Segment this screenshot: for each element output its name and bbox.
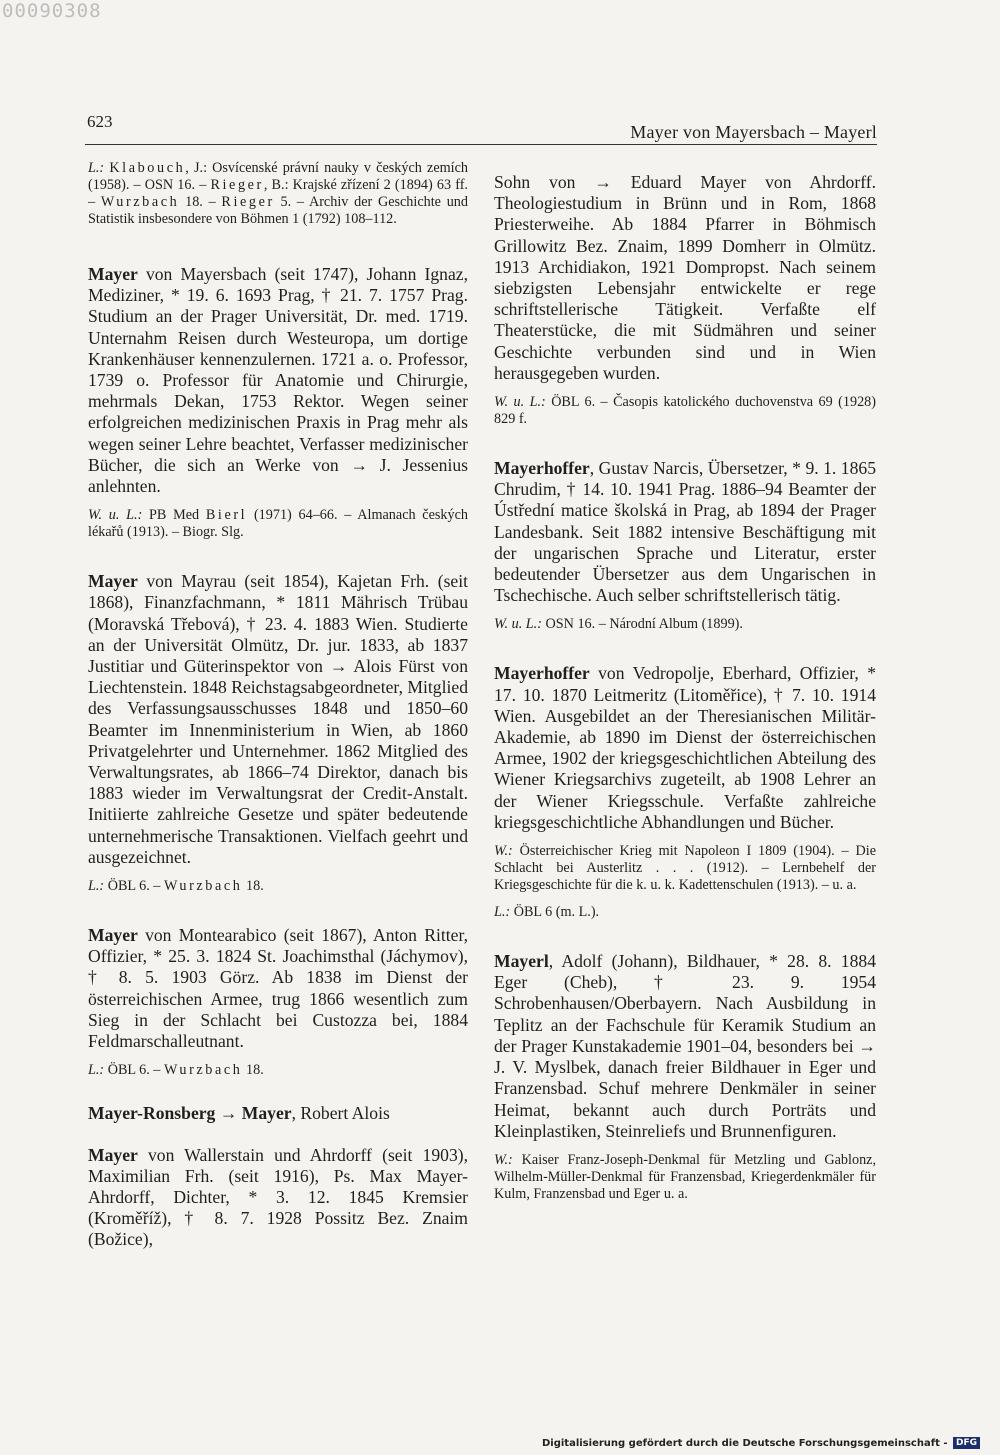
page-header bbox=[85, 108, 877, 145]
funding-footer bbox=[542, 1437, 980, 1449]
entry-text: Mayer von Wallerstain und Ahrdorff (seit 1903), Maximilian Frh. (seit 1916), Ps. Max Mayer-Ahrdorff, Dichter, * 3. 12. 1845 Kremsier (Kroměříž), † 8. 7. 1928 Possitz Bez. Znaim (Božice), bbox=[88, 1144, 468, 1250]
source-note: L.: ÖBL 6. – Wurzbach 18. bbox=[88, 878, 264, 895]
source-note: L.: Klabouch, J.: Osvícenské právní nauky v českých zemích (1958). – OSN 16. – Rieger, B.: Krajské zřízení 2 (1894) 63 ff. – Wurzbach 18. – Rieger 5. – Archiv der Geschichte und Statistik insbesondere von Böhmen 1 (1792) 108–112. bbox=[88, 160, 468, 227]
entry-mayerhoffer-gustav bbox=[494, 458, 876, 633]
entry-text: Mayer von Mayrau (seit 1854), Kajetan Frh. (seit 1868), Finanzfachmann, * 1811 Mährisch Trübau (Moravská Třebová), † 23. 4. 1883 Wien. Studierte an der Universität Olmütz, Dr. jur. 1833, ab 1837 Justitiar und Güterinspektor von → Alois Fürst von Liechtenstein. 1848 Reichstagsabgeordneter, Mitglied des Verfassungsausschusses 1848 und 1850–60 Beamter im Innenministerium in Wien, ab 1860 Privatgelehrter und Unternehmer. 1862 Mitglied des Verwaltungsrates, ab 1866–74 Direktor, danach bis 1883 wieder im Verwaltungsrat der Credit-Anstalt. Initiierte zahlreiche Gesetze und später bedeutende unternehmerische Transaktionen. Vielfach geehrt und ausgezeichnet. bbox=[88, 571, 468, 867]
footer-text: Digitalisierung gefördert durch die Deutsche Forschungsgemeinschaft - bbox=[541, 1438, 948, 1449]
source-note: L.: ÖBL 6. – Wurzbach 18. bbox=[88, 1062, 264, 1079]
works-note: W.: Kaiser Franz-Joseph-Denkmal für Metzling und Gablonz, Wilhelm-Müller-Denkmal für Franzensbad, Kriegerdenkmäler für Kulm, Franzensbad und Eger u. a. bbox=[494, 1151, 877, 1202]
entry-mayer-von-mayersbach bbox=[88, 264, 468, 541]
entry-text: Mayerl, Adolf (Johann), Bildhauer, * 28. 8. 1884 Eger (Cheb), † 23. 9. 1954 Schrobenhausen/Oberbayern. Nach Ausbildung in Teplitz an der Fachschule für Keramik Studium an der Prager Kunstakademie 1901–04, besonders bei → J. V. Myslbek, danach freier Bildhauer in Eger und Franzensbad. Schuf mehrere Denkmäler in seiner Heimat, bekannt auch durch Porträts und Kleinplastiken, Steinreliefs und Brunnenfiguren. bbox=[494, 951, 876, 1141]
left-column bbox=[88, 160, 468, 1251]
source-note: W. u. L.: PB Med Bierl (1971) 64–66. – Almanach českých lékařů (1913). – Biogr. Slg. bbox=[88, 507, 468, 541]
source-note: W. u. L.: OSN 16. – Národní Album (1899). bbox=[494, 616, 743, 633]
entry-text: Mayerhoffer, Gustav Narcis, Übersetzer, * 9. 1. 1865 Chrudim, † 14. 10. 1941 Prag. 1886–94 Beamter der Ústřední matice školská in Prag, ab 1894 der Prager Landesbank. Seit 1882 intensive Beschäftigung mit der ungarischen Sprache und Literatur, erster bedeutender Übersetzer aus dem Ungarischen in Tschechische. Auch selber schriftstellerisch tätig. bbox=[494, 458, 876, 606]
entry-text: Mayer von Montearabico (seit 1867), Anton Ritter, Offizier, * 25. 3. 1824 St. Joachimsthal (Jáchymov), † 8. 5. 1903 Görz. Ab 1838 im Dienst der österreichischen Armee, trug 1866 wesentlich zum Sieg in der Schlacht bei Custozza bei, 1884 Feldmarschalleutnant. bbox=[88, 925, 468, 1052]
prev-entry-source bbox=[88, 160, 468, 228]
entry-headword: Mayerl bbox=[494, 951, 549, 972]
entry-headword: Mayerhoffer bbox=[494, 458, 590, 479]
source-note: L.: ÖBL 6 (m. L.). bbox=[494, 904, 600, 921]
running-head: Mayer von Mayersbach – Mayerl bbox=[630, 122, 877, 142]
entry-mayerl bbox=[494, 951, 876, 1203]
archive-stamp: 00090308 bbox=[2, 0, 102, 22]
entry-headword: Mayer bbox=[88, 1144, 138, 1165]
entry-headword: Mayer bbox=[88, 925, 138, 946]
entry-mayer-von-wallerstain bbox=[88, 1145, 468, 1251]
entry-mayer-von-mayrau bbox=[88, 571, 468, 895]
entry-text: Mayer-Ronsberg → Mayer, Robert Alois bbox=[88, 1103, 390, 1124]
entry-headword: Mayerhoffer bbox=[494, 663, 590, 684]
entry-headword: Mayer bbox=[88, 571, 138, 592]
entry-headword: Mayer-Ronsberg → Mayer bbox=[88, 1103, 292, 1124]
entry-mayerhoffer-eberhard bbox=[494, 663, 876, 921]
page-number: 623 bbox=[87, 112, 113, 131]
source-note: W. u. L.: ÖBL 6. – Časopis katolického duchovenstva 69 (1928) 829 f. bbox=[494, 394, 876, 428]
entry-mayer-von-montearabico bbox=[88, 925, 468, 1079]
entry-text: Mayerhoffer von Vedropolje, Eberhard, Offizier, * 17. 10. 1870 Leitmeritz (Litoměřice), † 7. 10. 1914 Wien. Ausgebildet an der Theresianischen Militär-Akademie, ab 1890 im Dienst der österreichischen Armee, 1902 der kriegsgeschichtlichen Abteilung des Wiener Kriegsarchivs zugeteilt, ab 1908 Lehrer an der Wiener Kriegsschule. Verfaßte zahlreiche kriegsgeschichtliche Abhandlungen und Bücher. bbox=[494, 663, 876, 832]
entry-text: Sohn von → Eduard Mayer von Ahrdorff. Theologiestudium in Brünn und in Rom, 1868 Priesterweihe. Ab 1884 Pfarrer in Böhmisch Grillowitz Bez. Znaim, 1899 Domherr in Olmütz. 1913 Archidiakon, 1921 Dompropst. Nach seinem siebzigsten Lebensjahr entwickelte er rege schriftstellerische Tätigkeit. Verfaßte elf Theaterstücke, die mit Südmähren und seiner Geschichte verbunden sind und in Wien herausgegeben wurden. bbox=[494, 172, 876, 383]
right-column bbox=[494, 172, 876, 1203]
entry-text: Mayer von Mayersbach (seit 1747), Johann Ignaz, Mediziner, * 19. 6. 1693 Prag, † 21. 7. 1757 Prag. Studium an der Prager Universität, Dr. med. 1719. Unternahm Reisen durch Westeuropa, um dortige Krankenhäuser kennenzulernen. 1721 a. o. Professor, 1739 o. Professor für Anatomie und Chirurgie, mehrmals Dekan, 1753 Rektor. Wegen seiner erfolgreichen medizinischen Praxis in Prag mehr als wegen seiner Lehre beachtet, Verfasser medizinischer Bücher, die sich an Werke von → J. Jessenius anlehnten. bbox=[88, 264, 468, 497]
dfg-logo: DFG bbox=[953, 1437, 980, 1449]
entry-mayer-von-wallerstain-continued bbox=[494, 172, 876, 428]
works-note: W.: Österreichischer Krieg mit Napoleon I 1809 (1904). – Die Schlacht bei Austerlitz . . . (1912). – Lernbehelf der Kriegsgeschichte für die k. u. k. Kadettenschulen (1913). – u. a. bbox=[494, 843, 876, 894]
entry-headword: Mayer bbox=[88, 264, 138, 284]
entry-mayer-ronsberg bbox=[88, 1103, 468, 1124]
